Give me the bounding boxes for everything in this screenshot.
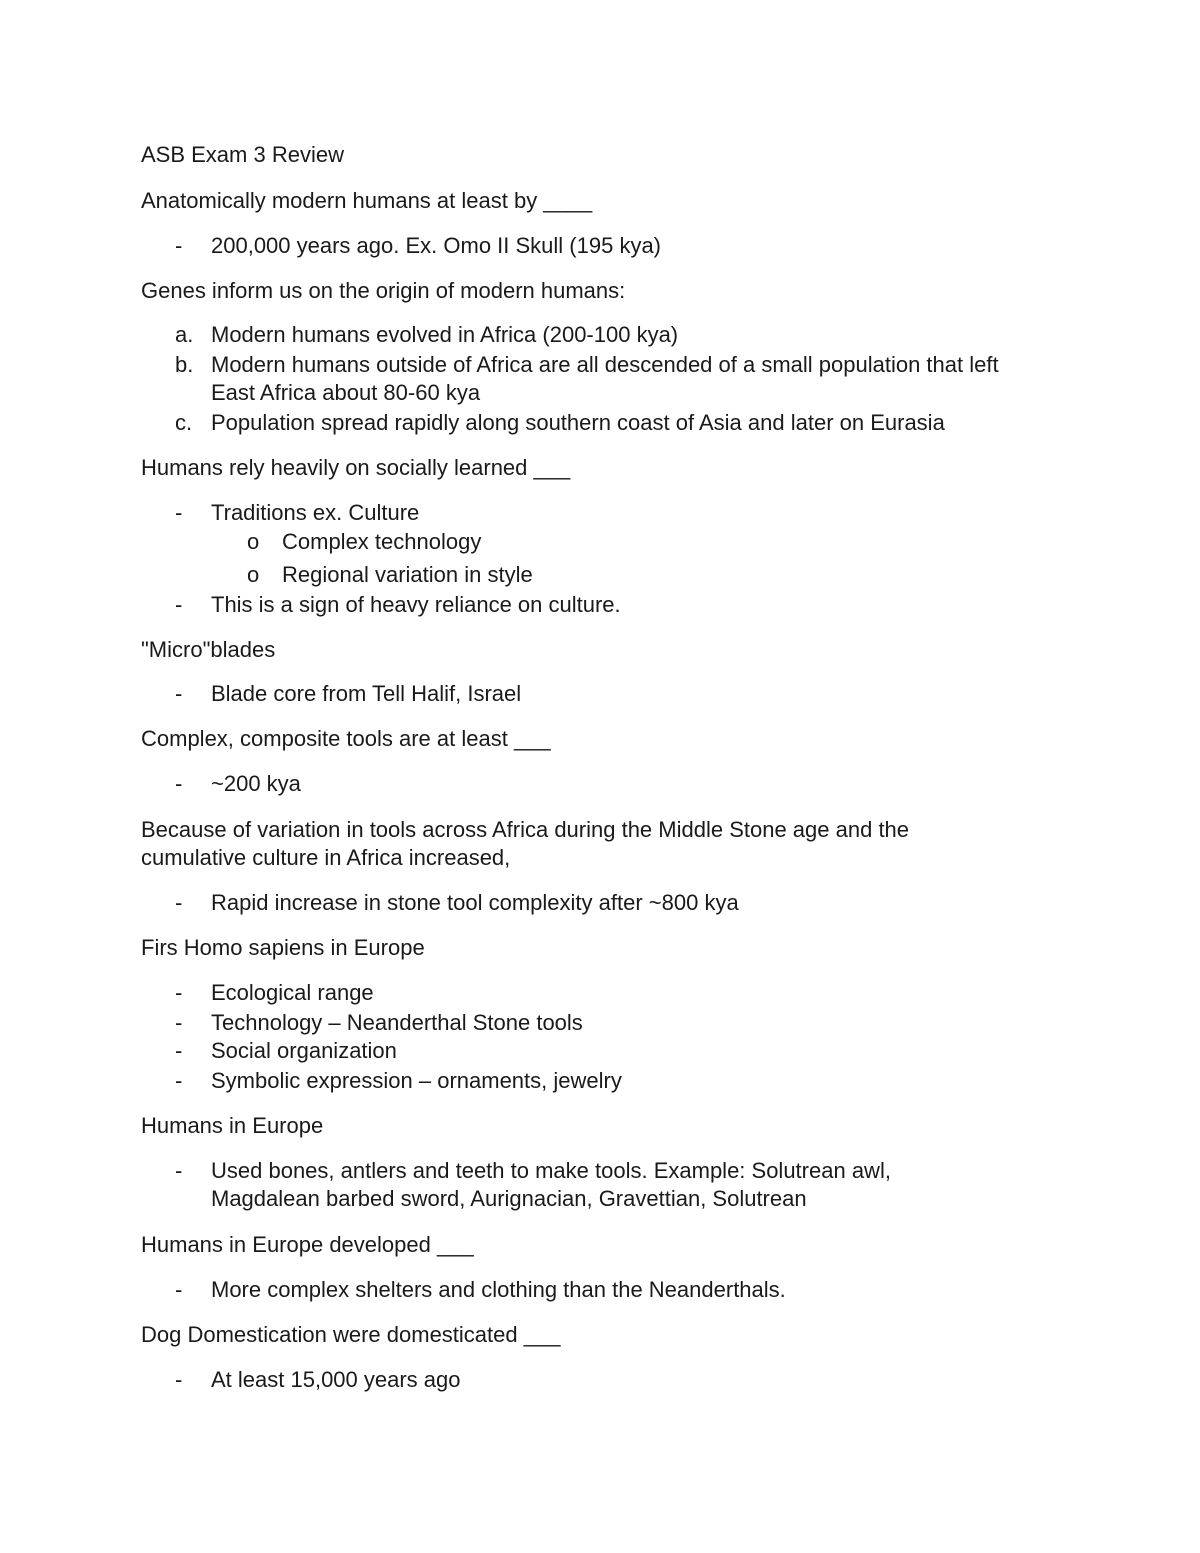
list-marker: - (175, 500, 183, 525)
section-heading: Genes inform us on the origin of modern humans: (141, 278, 626, 303)
list-item: Population spread rapidly along southern coast of Asia and later on Eurasia (211, 410, 945, 435)
document-title: ASB Exam 3 Review (141, 142, 344, 167)
list-marker: - (175, 233, 183, 258)
list-item-continuation: East Africa about 80-60 kya (211, 380, 481, 405)
list-item: ~200 kya (211, 771, 301, 796)
list-marker: c. (175, 410, 193, 435)
list-item: Blade core from Tell Halif, Israel (211, 681, 522, 706)
section-heading: Dog Domestication were domesticated ___ (141, 1322, 561, 1347)
section-heading: Complex, composite tools are at least ___ (141, 726, 551, 751)
list-item: Modern humans evolved in Africa (200-100 kya) (211, 322, 679, 347)
section-heading: Humans rely heavily on socially learned ___ (141, 455, 571, 480)
list-marker: - (175, 1010, 183, 1035)
list-item: 200,000 years ago. Ex. Omo II Skull (195 kya) (211, 233, 662, 258)
list-marker: - (175, 681, 183, 706)
section-heading: Anatomically modern humans at least by ____ (141, 188, 593, 213)
list-marker: b. (175, 352, 194, 377)
sub-list-marker: o (247, 562, 260, 587)
list-marker: a. (175, 322, 194, 347)
sub-list-marker: o (247, 529, 260, 554)
section-heading-continuation: cumulative culture in Africa increased, (141, 845, 511, 870)
section-heading: Humans in Europe (141, 1113, 324, 1138)
list-marker: - (175, 771, 183, 796)
section-heading: "Micro"blades (141, 637, 276, 662)
sub-list-item: Complex technology (282, 529, 482, 554)
list-marker: - (175, 1158, 183, 1183)
list-marker: - (175, 1367, 183, 1392)
list-item: Modern humans outside of Africa are all descended of a small population that left (211, 352, 999, 377)
list-item: Ecological range (211, 980, 374, 1005)
section-heading: Because of variation in tools across Africa during the Middle Stone age and the (141, 817, 910, 842)
list-item: At least 15,000 years ago (211, 1367, 461, 1392)
section-heading: Firs Homo sapiens in Europe (141, 935, 425, 960)
list-marker: - (175, 1038, 183, 1063)
list-item: This is a sign of heavy reliance on culture. (211, 592, 621, 617)
list-marker: - (175, 592, 183, 617)
list-item: Social organization (211, 1038, 397, 1063)
sub-list-item: Regional variation in style (282, 562, 533, 587)
list-marker: - (175, 1277, 183, 1302)
list-marker: - (175, 980, 183, 1005)
list-item: Traditions ex. Culture (211, 500, 420, 525)
list-item: Used bones, antlers and teeth to make tools. Example: Solutrean awl, (211, 1158, 891, 1183)
list-item-continuation: Magdalean barbed sword, Aurignacian, Gravettian, Solutrean (211, 1186, 807, 1211)
list-item: More complex shelters and clothing than the Neanderthals. (211, 1277, 786, 1302)
section-heading: Humans in Europe developed ___ (141, 1232, 474, 1257)
list-marker: - (175, 890, 183, 915)
list-marker: - (175, 1068, 183, 1093)
list-item: Rapid increase in stone tool complexity after ~800 kya (211, 890, 739, 915)
list-item: Symbolic expression – ornaments, jewelry (211, 1068, 622, 1093)
list-item: Technology – Neanderthal Stone tools (211, 1010, 583, 1035)
